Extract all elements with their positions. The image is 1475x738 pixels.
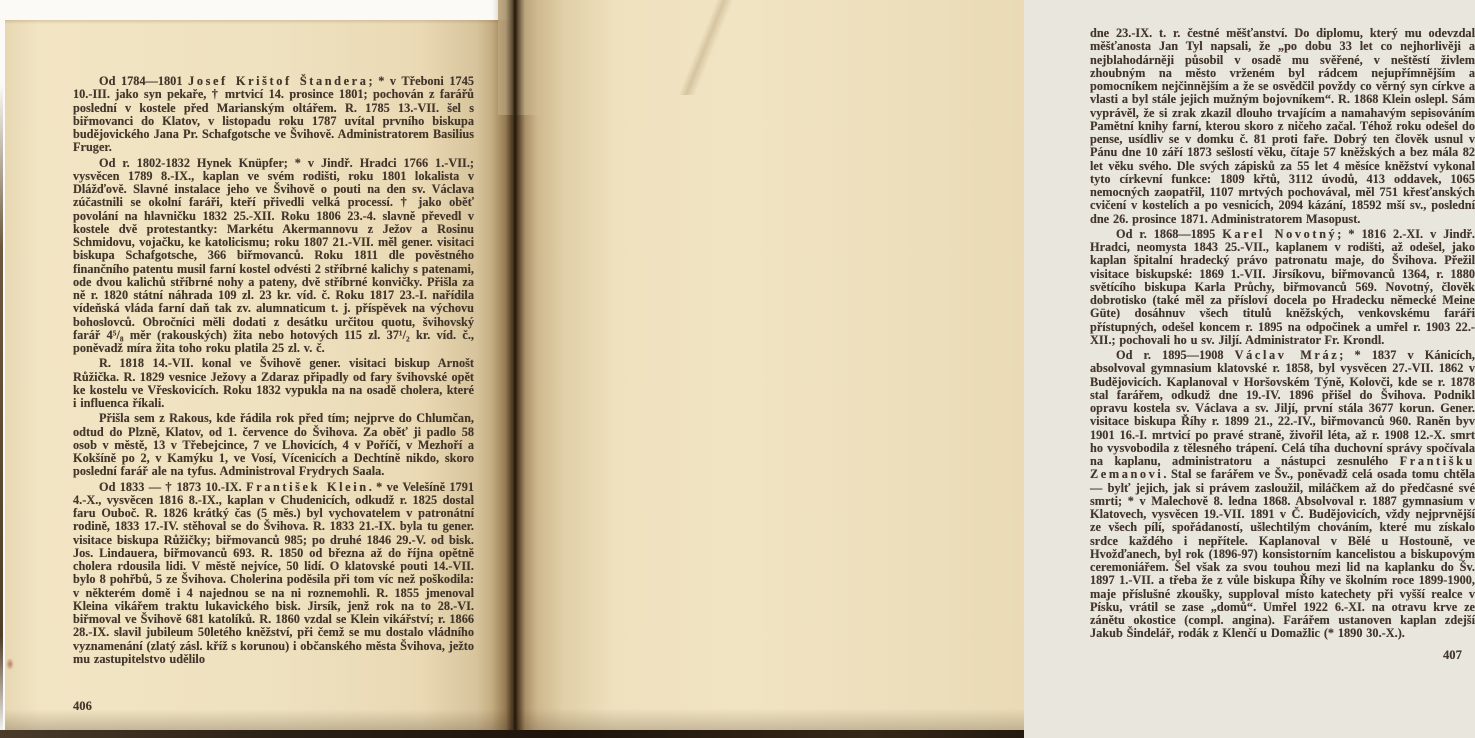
text-run: . * ve Velešíně 1791 4.-X., vysvěcen 1816 8.-IX., kaplan v Chudenicích, odkudž r. 1825 dostal faru Ouboč. R. 1826 krátký čas (5 měs.) byl vychovatelem v patronátní rodině, 1833 17.-IV. stěhoval se do Švihova. R. 1833 21.-IX. byla tu gener. visitace biskupa Růžičky; biřmovanců 985; po druhé 1846 29.-V. od bisk. Jos. Lindauera, biřmovanců 693. R. 1850 od března až do října opětně cholera rdousila lidi. V městě nejvíce, 50 lidí. O klatovské pouti 14.-VII. bylo 8 pohřbů, 5 ze Švihova. Cholerina poděsila při tom víc než poškodila: v některém domě i 4 najednou se na ni roznemohli. R. 1855 jmenoval Kleina vikářem traktu lukavického bisk. Jirsík, jenž rok na to 28.-VI. biřmoval ve Švihově 681 katolíků. R. 1860 vzdal se Klein vikářství; r. 1866 28.-IX. slavil jubileum 50letého kněžství, při čemž se mu dostalo vládního vyznamenání (zlatý zásl. kříž s korunou) i občanského města Švihova, ježto mu zastupitelstvo udělilo [73, 479, 474, 666]
paragraph [73, 357, 474, 410]
paragraph [1090, 228, 1475, 347]
person-name: Františku Zemanovi [1090, 454, 1475, 482]
text-run: Od 1833 — † 1873 10.-IX. [99, 479, 247, 494]
text-run: Od r. 1802-1832 Hynek Knüpfer; * v Jindř. Hradci 1766 1.-VII.; vysvěcen 1789 8.-IX., kaplan ve svém rodišti, roku 1801 lokalista v Dlážďově. Slavné instalace jeho ve Švihově o pouti na den sv. Václava zúčastnili se okolní faráři, kteří přivedli velká processí. † jako oběť povolání na hlavničku 1832 25.-XII. Roku 1806 23.-4. slavně převedl v kostele dvě protestantky: Markétu Akermannovu z Ježov a Rosinu Schmidovu, vojačku, ke katolicismu; roku 1807 21.-VII. měl gener. visitaci biskupa Schafgotsche, 366 biřmovanců. Roku 1811 dle pověstného finančního patentu musil farní kostel odvésti 2 stříbrné kalichy s patenami, ode dvou kalichů stříbrné nohy a pateny, dvě stříbrné konvičky. Přišla za ně r. 1820 státní náhrada 109 zl. 23 kr. víd. č. Roku 1817 23.-I. nařídila vídeňská vláda farní daň tak zv. alumnaticum t. j. příspěvek na výchovu bohoslovců. Obročníci měli dodati z desátku určitou quotu, švihovský farář 4⁵/₈ měr (rakouských) žita nebo hotových 115 zl. 37¹/₂ kr. víd. č., poněvadž míra žita toho roku platila 25 zl. v. č. [73, 155, 474, 355]
book-bottom-edge [0, 730, 1024, 738]
text-run: Od r. 1868—1895 [1116, 226, 1223, 241]
paragraph [73, 481, 474, 667]
text-run: Od 1784—1801 [99, 74, 189, 88]
text-run: . Stal se farářem ve Šv., poněvadž celá osada tomu chtěla — bylť jejich, jak si právem zasloužil, miláčkem až do předčasné své smrti; * v Malechově 8. ledna 1868. Absolvoval r. 1887 gymnasium v Klatovech, vysvěcen 19.-VII. 1891 v Č. Budějovicích, vždy nejprvnější ze všech pílí, spořádaností, ušlechtilým chováním, které mu získalo srdce každého i nepřítele. Kaplanoval v Bělé u Hostouně, ve Hvožďanech, byl rok (1896-97) konsistorním kancelistou a biskupovým ceremoniářem. Šel však za svou touhou mezi lid na kaplanku do Šv. 1897 1.-VII. a třeba že z vůle biskupa Říhy ve školním roce 1899-1900, maje příslušné zkoušky, supploval místo katechety při vyšší realce v Písku, vrátil se zase „domů“. Umřel 1922 6.-XI. na otravu krve ze zánětu okostice (compl. angina). Farářem ustanoven kaplan zdejší Jakub Šindelář, rodák z Klenčí u Domažlic (* 1890 30.-X.). [1090, 467, 1475, 641]
text-run: ; * v Třeboni 1745 10.-III. jako syn pekaře, † mrtvicí 14. prosince 1801; pochován z farářů poslední v kostele před Marianským oltářem. R. 1785 13.-VII. šel s biřmovanci do Klatov, v listopadu roku 1787 uvítal prvního biskupa budějovického Jana Pr. Schafgotsche ve Švihově. Administratorem Basilius Fruger. [73, 74, 474, 155]
person-name: Václav Mráz [1234, 348, 1340, 362]
text-run: dne 23.-IX. t. r. čestné měšťanství. Do diplomu, který mu odevzdal měšťanosta Jan Tyl napsali, že „po dobu 33 let co nejhorlivěji a nejblahodárněji působil v osadě mu svěřené, v neštěstí živlem zhoubným na město vrženém byl rádcem nejupřímnějším a pomocníkem nejčinnějším a že se osvědčil povždy co věrný syn církve a vlasti a byl stále jejich mužným bojovníkem“. R. 1868 Klein oslepl. Sám vyprávěl, že si zrak zkazil dlouho trvajícím a namahavým sepisováním Pamětní knihy farní, kterou skoro z ničeho začal. Téhož roku odešel do pense, usídliv se v domku č. 81 proti faře. Dobrý ten člověk usnul v Pánu dne 10 září 1873 sešlostí věku, čítaje 57 kněžských a bez mála 82 let věku svého. Dle svých zápisků za 55 let 4 měsíce kněžství vykonal tyto církevní funkce: 1809 křtů, 3112 úvodů, 413 oddavek, 1065 nemocných zaopatřil, 1107 mrtvých pochovával, měl 751 křesťanských cvičení v kostelích a po vesnicích, 2094 kázání, 18592 mší sv., poslední dne 26. prosince 1871. Administratorem Masopust. [1090, 26, 1475, 226]
page-number-left: 406 [73, 699, 92, 713]
paragraph [73, 157, 474, 356]
book-left-edge [0, 85, 3, 735]
paragraph [73, 412, 474, 478]
page-left [5, 20, 512, 738]
text-run: ; * 1837 v Kánicích, absolvoval gymnasium klatovské r. 1858, byl vysvěcen 27.-VII. 1862 v Budějovicích. Kaplanoval v Horšovském Týně, Kolovči, kde se r. 1878 stal farářem, odkudž dne 19.-IV. 1896 přišel do Švihova. Podnikl opravu kostela sv. Václava a sv. Jiljí, první stála 3677 korun. Gener. visitace biskupa Říhy r. 1899 21., 22.-IV., biřmovanců 960. Raněn byv 1901 16.-I. mrtvicí po pravé straně, živořil léta, až r. 1908 12.-X. smrt ho vysvobodila z tělesného trápení. Celá tíha duchovní správy spočívala na kaplanu, administratoru a nástupci zesnulého [1090, 348, 1475, 468]
page-right [512, 0, 1475, 738]
text-run: Od r. 1895—1908 [1116, 348, 1235, 362]
stain-mark [6, 658, 14, 670]
text-run: Přišla sem z Rakous, kde řádila rok před tím; nejprve do Chlumčan, odtud do Plzně, Klatov, od 1. července do Švihova. Za oběť ji padlo 58 osob v městě, 13 v Třebejcince, 7 ve Lhovicích, 4 v Poříčí, v Mezhoří a Kokšíně po 2, v Kamýku 1, ve Vosí, Vícenicích a Dechtíně nikdo, skoro poslední farář ale na tyfus. Administroval Frydrych Saala. [73, 411, 474, 479]
page-left-text [73, 75, 474, 666]
person-name: František Klein [246, 479, 369, 494]
text-run: ; * 1816 2.-XI. v Jindř. Hradci, neomysta 1843 25.-VII., kaplanem v rodišti, až odešel, jako kaplan špitalní hradecký právo patronatu maje, do Švihova. Přežil visitace biskupské: 1869 1.-VII. Jirsíkovu, biřmovanců 1364, r. 1880 světícího biskupa Karla Průchy, biřmovanců 569. Novotný, člověk dobrotisko (také měl za přísloví docela po Hradecku německé Meine Güte) dosáhnuv všech titulů kněžských, venkovskému faráři přístupných, odešel koncem r. 1895 na odpočinek a umřel r. 1903 22.-XII.; pochovali ho u sv. Jiljí. Administrator Fr. Krondl. [1090, 226, 1475, 347]
paragraph [1090, 349, 1475, 641]
page-right-text [1090, 27, 1475, 641]
person-name: Josef Krištof Štandera [188, 74, 369, 88]
paragraph [1090, 27, 1475, 226]
text-run: R. 1818 14.-VII. konal ve Švihově gener. visitaci biskup Arnošt Růžička. R. 1829 vesnice Ježovy a Zdaraz připadly od fary švihovské opět ke kostelu ve Vřeskovicích. Roku 1832 vypukla na na osadě cholera, které i influenca říkali. [73, 356, 474, 410]
person-name: Karel Novotný [1222, 226, 1338, 241]
paragraph [73, 75, 474, 155]
page-number-right: 407 [1443, 648, 1462, 662]
page-edges-top [498, 0, 540, 115]
